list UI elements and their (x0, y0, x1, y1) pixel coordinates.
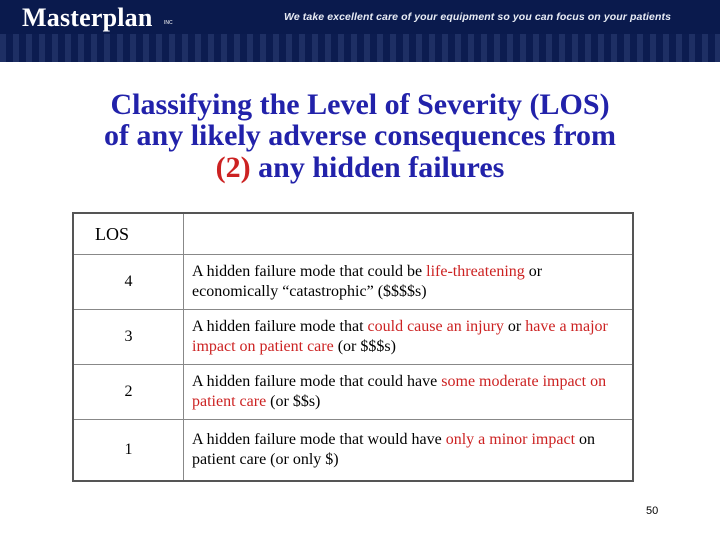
los-level: 4 (73, 255, 184, 310)
slide-title-line-2: of any likely adverse consequences from (104, 119, 616, 152)
highlight-text: life-threatening (426, 263, 525, 280)
description-header (184, 213, 634, 255)
highlight-text: have a major impact on patient care (192, 318, 608, 355)
highlight-text: some moderate impact on patient care (192, 373, 607, 410)
los-description: A hidden failure mode that would have only a minor impact on patient care (or only $) (184, 420, 634, 482)
slide-title-line-3 (0, 153, 720, 183)
table-row (73, 365, 633, 420)
los-description: A hidden failure mode that could be life-threatening or economically “catastrophic” ($$$$s) (184, 255, 634, 310)
los-table (72, 212, 634, 482)
los-level: 2 (73, 365, 184, 420)
highlight-text: only a minor impact (445, 431, 576, 448)
los-description: A hidden failure mode that could have some moderate impact on patient care (or $$s) (184, 365, 634, 420)
slide-title-line-1: Classifying the Level of Severity (LOS) (110, 88, 610, 121)
table-header-row (73, 213, 633, 255)
table-row (73, 310, 633, 365)
logo: Masterplan (22, 3, 153, 32)
table-row (73, 420, 633, 482)
header-banner (0, 0, 720, 62)
logo-mark: INC (164, 20, 173, 26)
los-level: 3 (73, 310, 184, 365)
highlight-text: could cause an injury (367, 318, 504, 335)
table-row (73, 255, 633, 310)
title-line-3-text: any hidden failures (250, 151, 505, 184)
title-number: (2) (215, 151, 251, 184)
los-header: LOS (73, 213, 184, 255)
los-description: A hidden failure mode that could cause an injury or have a major impact on patient care (or $$$s) (184, 310, 634, 365)
tagline: We take excellent care of your equipment so you can focus on your patients (284, 11, 672, 23)
los-level: 1 (73, 420, 184, 482)
page-number: 50 (646, 505, 659, 517)
